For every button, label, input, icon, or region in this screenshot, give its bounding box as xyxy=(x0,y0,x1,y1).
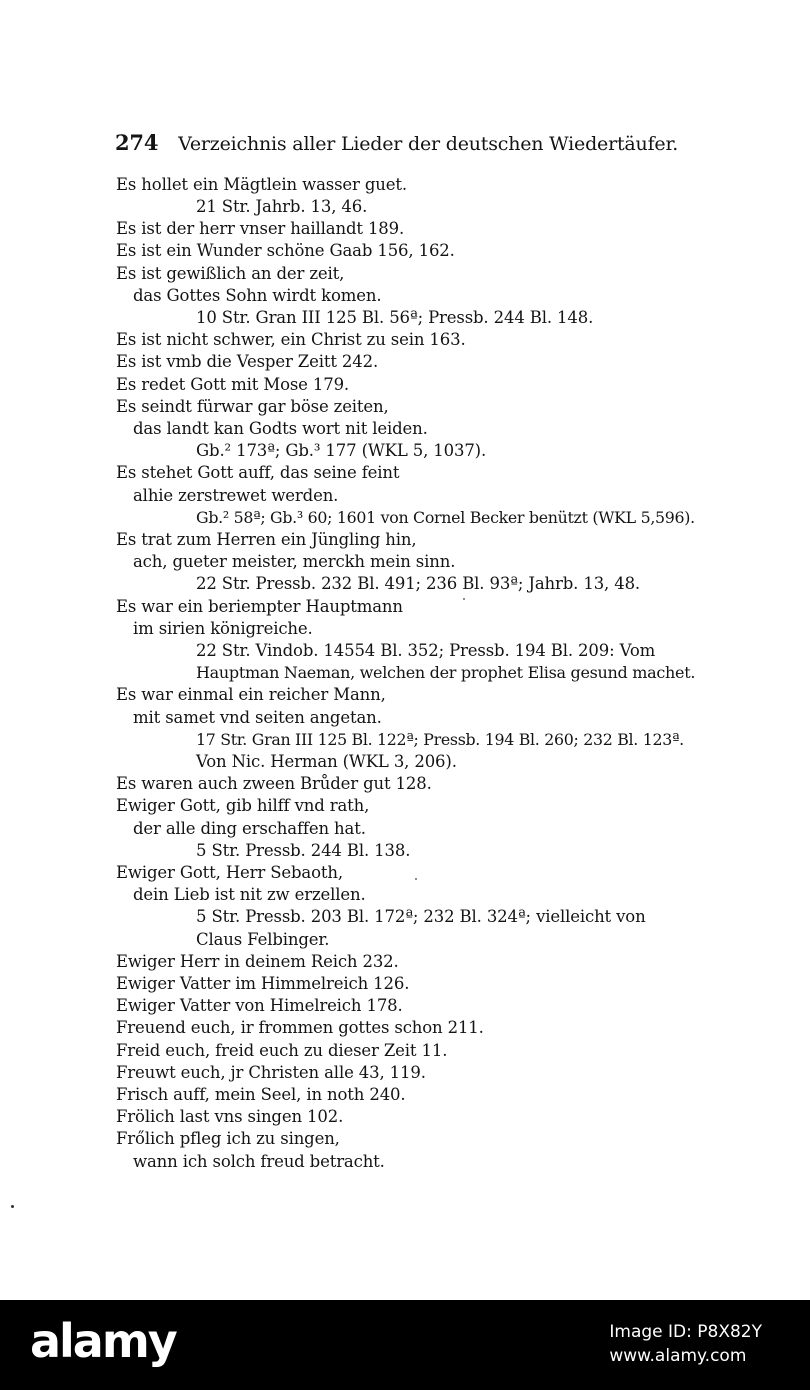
index-line: 5 Str. Pressb. 203 Bl. 172ª; 232 Bl. 324ª; vielleicht von xyxy=(196,907,646,926)
index-line: Es ist gewißlich an der zeit, xyxy=(116,264,345,283)
index-line: Ewiger Vatter im Himmelreich 126. xyxy=(116,974,410,993)
scan-speck xyxy=(415,878,417,880)
index-line: Ewiger Gott, Herr Sebaoth, xyxy=(116,863,343,882)
scan-speck xyxy=(11,1205,14,1208)
index-line: Es ist der herr vnser haillandt 189. xyxy=(116,219,405,238)
index-line: 10 Str. Gran III 125 Bl. 56ª; Pressb. 244 Bl. 148. xyxy=(196,308,594,327)
index-line: Hauptman Naeman, welchen der prophet Elisa gesund machet. xyxy=(196,663,696,682)
index-line: Claus Felbinger. xyxy=(196,930,330,949)
index-line: das Gottes Sohn wirdt komen. xyxy=(133,286,382,305)
index-line: ach, gueter meister, merckh mein sinn. xyxy=(133,552,456,571)
index-line: Ewiger Gott, gib hilff vnd rath, xyxy=(116,796,370,815)
index-line: 22 Str. Pressb. 232 Bl. 491; 236 Bl. 93ª; Jahrb. 13, 48. xyxy=(196,574,641,593)
stock-footer-bar xyxy=(0,1300,810,1390)
index-line: Frőlich pfleg ich zu singen, xyxy=(116,1129,340,1148)
index-line: Es redet Gott mit Mose 179. xyxy=(116,375,350,394)
index-line: das landt kan Godts wort nit leiden. xyxy=(133,419,428,438)
index-line: alhie zerstrewet werden. xyxy=(133,486,339,505)
alamy-logo: alamy xyxy=(30,1314,176,1368)
scan-speck xyxy=(463,598,465,600)
page-number: 274 xyxy=(115,130,159,155)
index-line: wann ich solch freud betracht. xyxy=(133,1152,385,1171)
index-line: Es trat zum Herren ein Jüngling hin, xyxy=(116,530,417,549)
index-line: Es ist nicht schwer, ein Christ zu sein 163. xyxy=(116,330,466,349)
index-line: mit samet vnd seiten angetan. xyxy=(133,708,382,727)
index-line: Es seindt fürwar gar böse zeiten, xyxy=(116,397,389,416)
index-line: der alle ding erschaffen hat. xyxy=(133,819,366,838)
index-line: Freuwt euch, jr Christen alle 43, 119. xyxy=(116,1063,426,1082)
index-line: Es stehet Gott auff, das seine feint xyxy=(116,463,400,482)
index-line: 22 Str. Vindob. 14554 Bl. 352; Pressb. 194 Bl. 209: Vom xyxy=(196,641,656,660)
index-line: Es war einmal ein reicher Mann, xyxy=(116,685,386,704)
index-line: Es war ein beriempter Hauptmann xyxy=(116,597,403,616)
site-url: www.alamy.com xyxy=(609,1346,747,1366)
index-line: Es ist vmb die Vesper Zeitt 242. xyxy=(116,352,379,371)
index-line: 5 Str. Pressb. 244 Bl. 138. xyxy=(196,841,411,860)
index-line: Frölich last vns singen 102. xyxy=(116,1107,344,1126)
index-line: dein Lieb ist nit zw erzellen. xyxy=(133,885,366,904)
index-line: 17 Str. Gran III 125 Bl. 122ª; Pressb. 194 Bl. 260; 232 Bl. 123ª. xyxy=(196,730,684,749)
index-line: Ewiger Herr in deinem Reich 232. xyxy=(116,952,399,971)
index-line: Es ist ein Wunder schöne Gaab 156, 162. xyxy=(116,241,455,260)
index-line: Freid euch, freid euch zu dieser Zeit 11. xyxy=(116,1041,448,1060)
index-line: Frisch auff, mein Seel, in noth 240. xyxy=(116,1085,406,1104)
index-line: Es waren auch zween Brůder gut 128. xyxy=(116,774,432,793)
index-line: im sirien königreiche. xyxy=(133,619,313,638)
index-line: Von Nic. Herman (WKL 3, 206). xyxy=(196,752,457,771)
index-line: Ewiger Vatter von Himelreich 178. xyxy=(116,996,403,1015)
index-line: 21 Str. Jahrb. 13, 46. xyxy=(196,197,368,216)
page-header xyxy=(115,130,715,155)
index-line: Gb.² 173ª; Gb.³ 177 (WKL 5, 1037). xyxy=(196,441,487,460)
image-id: Image ID: P8X82Y xyxy=(609,1322,762,1342)
running-title: Verzeichnis aller Lieder der deutschen Wiedertäufer. xyxy=(178,133,679,155)
index-line: Es hollet ein Mägtlein wasser guet. xyxy=(116,175,407,194)
index-line: Gb.² 58ª; Gb.³ 60; 1601 von Cornel Becker benützt (WKL 5,596). xyxy=(196,508,695,527)
image-id-block xyxy=(609,1320,762,1368)
index-line: Freuend euch, ir frommen gottes schon 211. xyxy=(116,1018,484,1037)
